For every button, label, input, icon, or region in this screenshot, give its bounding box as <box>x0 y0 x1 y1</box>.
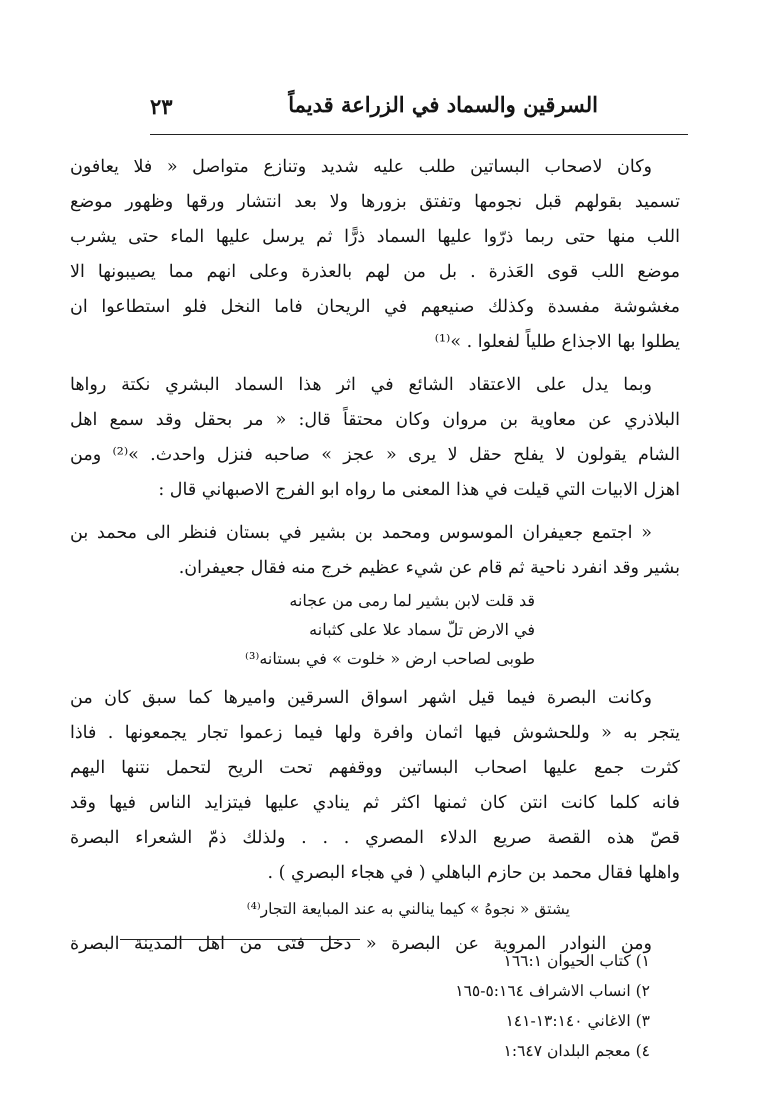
verse-line: قد قلت لابن بشير لما رمى من عجانه <box>289 591 535 610</box>
text-line: فانه كلما كانت انتن كان ثمنها اكثر ثم ينادي عليها فيتزايد الناس فيها وقد <box>70 793 680 813</box>
page-header <box>150 92 688 135</box>
text-line: ومن النوادر المروية عن البصرة « دخل فتى من اهل المدينة البصرة <box>70 934 652 954</box>
body-text <box>70 150 680 962</box>
footnotes <box>230 946 650 1066</box>
footnote-divider <box>120 939 360 940</box>
footnote: ٣) الاغاني ١٣:١٤٠-١٤١ <box>505 1012 650 1030</box>
text-line: يتجر به « وللحشوش فيها اثمان وافرة ولها فيما زعموا تجار يجمعونها . فاذا <box>70 723 680 743</box>
text-line: كثرت جمع عليها اصحاب البساتين ووقفهم تحت الريح لتحمل نتنها اليهم <box>70 758 680 778</box>
text-line: وكان لاصحاب البساتين طلب عليه شديد وتنازع متواصل « فلا يعافون <box>70 157 652 177</box>
verse-line: يشتق « نجوهُ » كيما ينالني به عند المبايعة التجار⁽⁴⁾ <box>246 900 570 918</box>
text-line: وكانت البصرة فيما قيل اشهر اسواق السرقين واميرها كما سبق كان من <box>70 688 652 708</box>
text-line: « اجتمع جعيفران الموسوس ومحمد بن بشير في بستان فنظر الى محمد بن <box>70 523 652 543</box>
text-line: مغشوشة مفسدة وكذلك صنيعهم في الريحان فاما النخل فلو استطاعوا ان <box>70 297 680 317</box>
page-number: ٢٣ <box>150 94 173 119</box>
text-line: اللب منها حتى ربما ذرّوا عليها السماد ذرًّا ثم يرسل عليها الماء حتى يشرب <box>70 227 680 247</box>
text-line: البلاذري عن معاوية بن مروان وكان محتقاً قال: « مر بحقل وقد سمع اهل <box>70 410 680 430</box>
text-line: يطلوا بها الاجذاع طلياً لفعلوا . »⁽¹⁾ <box>434 332 680 352</box>
text-line: واهلها فقال محمد بن حازم الباهلي ( في هجاء البصري ) . <box>267 863 680 883</box>
footnote: ١) كتاب الحيوان ١٦٦:١ <box>503 952 650 970</box>
text-line: تسميد بقولهم قبل نجومها وتفتق بزورها ولا بعد انتشار ورقها وظهور موضع <box>70 192 680 212</box>
verse-line: طوبى لصاحب ارض « خلوت » في بستانه⁽³⁾ <box>245 649 535 668</box>
running-title: السرقين والسماد في الزراعة قديماً <box>288 92 598 117</box>
verse-line: في الارض تلّ سماد علا على كثبانه <box>309 620 535 639</box>
text-line: قصّ هذه القصة صريع الدلاء المصري . . . ولذلك ذمّ الشعراء البصرة <box>70 828 680 848</box>
footnote: ٢) انساب الاشراف ٥:١٦٤-١٦٥ <box>455 982 650 1000</box>
text-line: وبما يدل على الاعتقاد الشائع في اثر هذا السماد البشري نكتة رواها <box>70 375 652 395</box>
text-line: الشام يقولون لا يفلح حقل لا يرى « عجز » صاحبه فنزل واحدث. »⁽²⁾ ومن <box>70 445 680 465</box>
text-line: اهزل الابيات التي قيلت في هذا المعنى ما رواه ابو الفرج الاصبهاني قال : <box>158 480 680 500</box>
text-line: بشير وقد انفرد ناحية ثم قام عن شيء عظيم خرج منه فقال جعيفران. <box>178 558 680 578</box>
footnote: ٤) معجم البلدان ١:٦٤٧ <box>503 1042 650 1060</box>
text-line: موضع اللب قوى العَذرة . بل من لهم بالعذرة وعلى انهم مما يصيبونها الا <box>70 262 680 282</box>
